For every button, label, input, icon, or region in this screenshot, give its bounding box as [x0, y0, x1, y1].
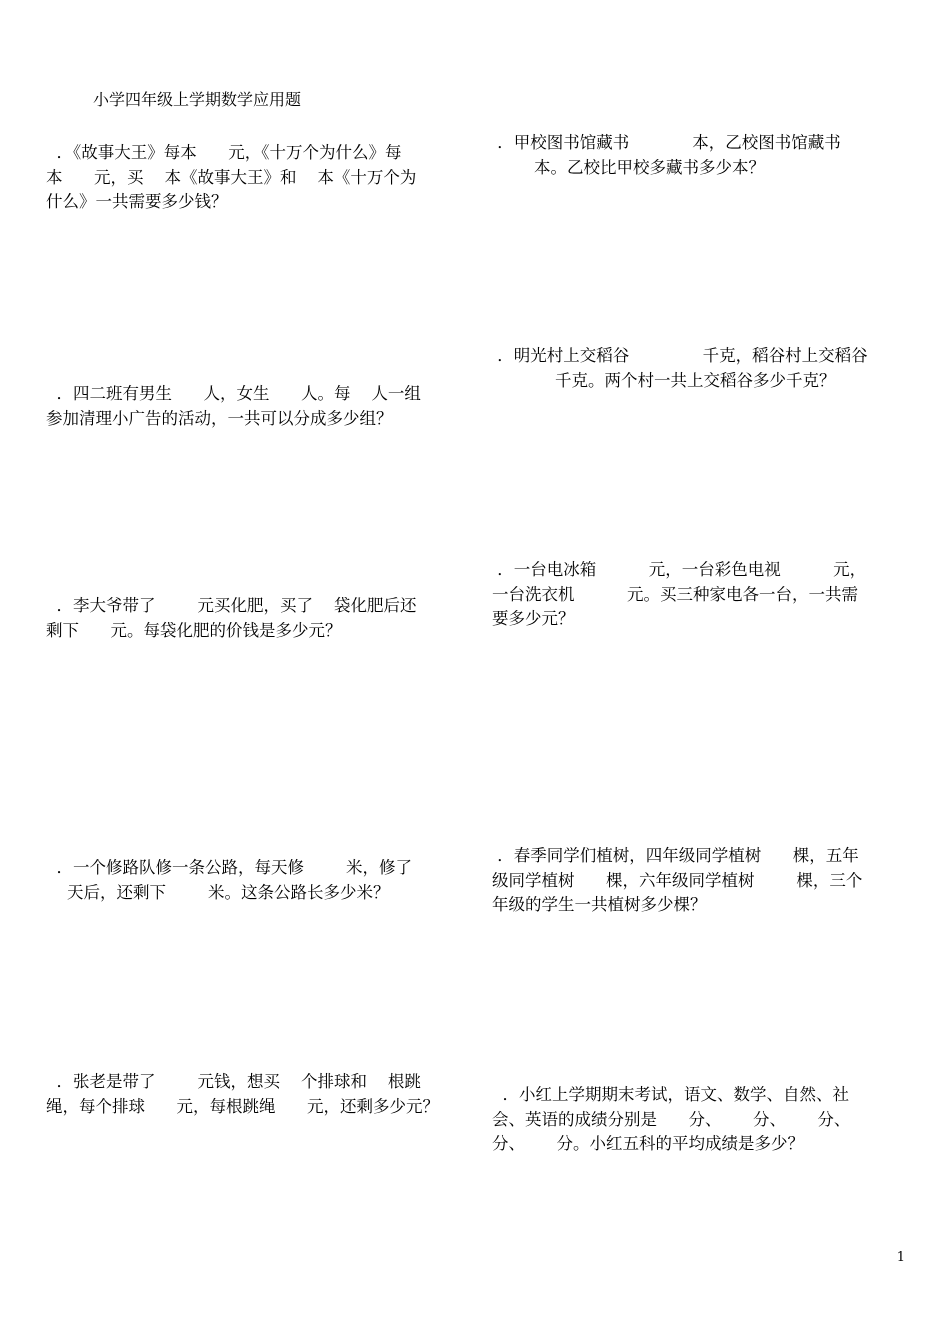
problem-right-3: ．一台电冰箱 元，一台彩色电视 元， 一台洗衣机 元。买三种家电各一台，一共需 要多少元？ [492, 560, 867, 628]
problem-left-1: ．《故事大王》每本 元，《十万个为什么》每 本 元，买 本《故事大王》和 本《十万个为 什么》一共需要多少钱？ [46, 143, 417, 211]
problem-left-3: ．李大爷带了 元买化肥，买了 袋化肥后还 剩下 元。每袋化肥的价钱是多少元？ [46, 596, 417, 640]
problem-right-4: ．春季同学们植树，四年级同学植树 棵，五年 级同学植树 棵，六年级同学植树 棵，三个 年级的学生一共植树多少棵？ [492, 846, 863, 914]
page-title: 小学四年级上学期数学应用题 [93, 90, 302, 109]
page-number: 1 [896, 1250, 905, 1265]
problem-right-1: ．甲校图书馆藏书 本，乙校图书馆藏书 本。乙校比甲校多藏书多少本？ [497, 133, 841, 177]
problem-left-4: ．一个修路队修一条公路，每天修 米，修了 天后，还剩下 米。这条公路长多少米？ [56, 858, 412, 902]
problem-right-2: ．明光村上交稻谷 千克，稻谷村上交稻谷 千克。两个村一共上交稻谷多少千克？ [497, 346, 868, 390]
problem-right-5: ．小红上学期期末考试，语文、数学、自然、社 会、英语的成绩分别是 分、 分、 分、 分、 分。小红五科的平均成绩是多少？ [492, 1085, 851, 1153]
problem-left-2: ．四二班有男生 人，女生 人。每 人一组 参加清理小广告的活动，一共可以分成多少组？ [46, 384, 421, 428]
problem-left-5: ．张老是带了 元钱，想买 个排球和 根跳 绳，每个排球 元，每根跳绳 元，还剩多少元？ [46, 1072, 439, 1116]
